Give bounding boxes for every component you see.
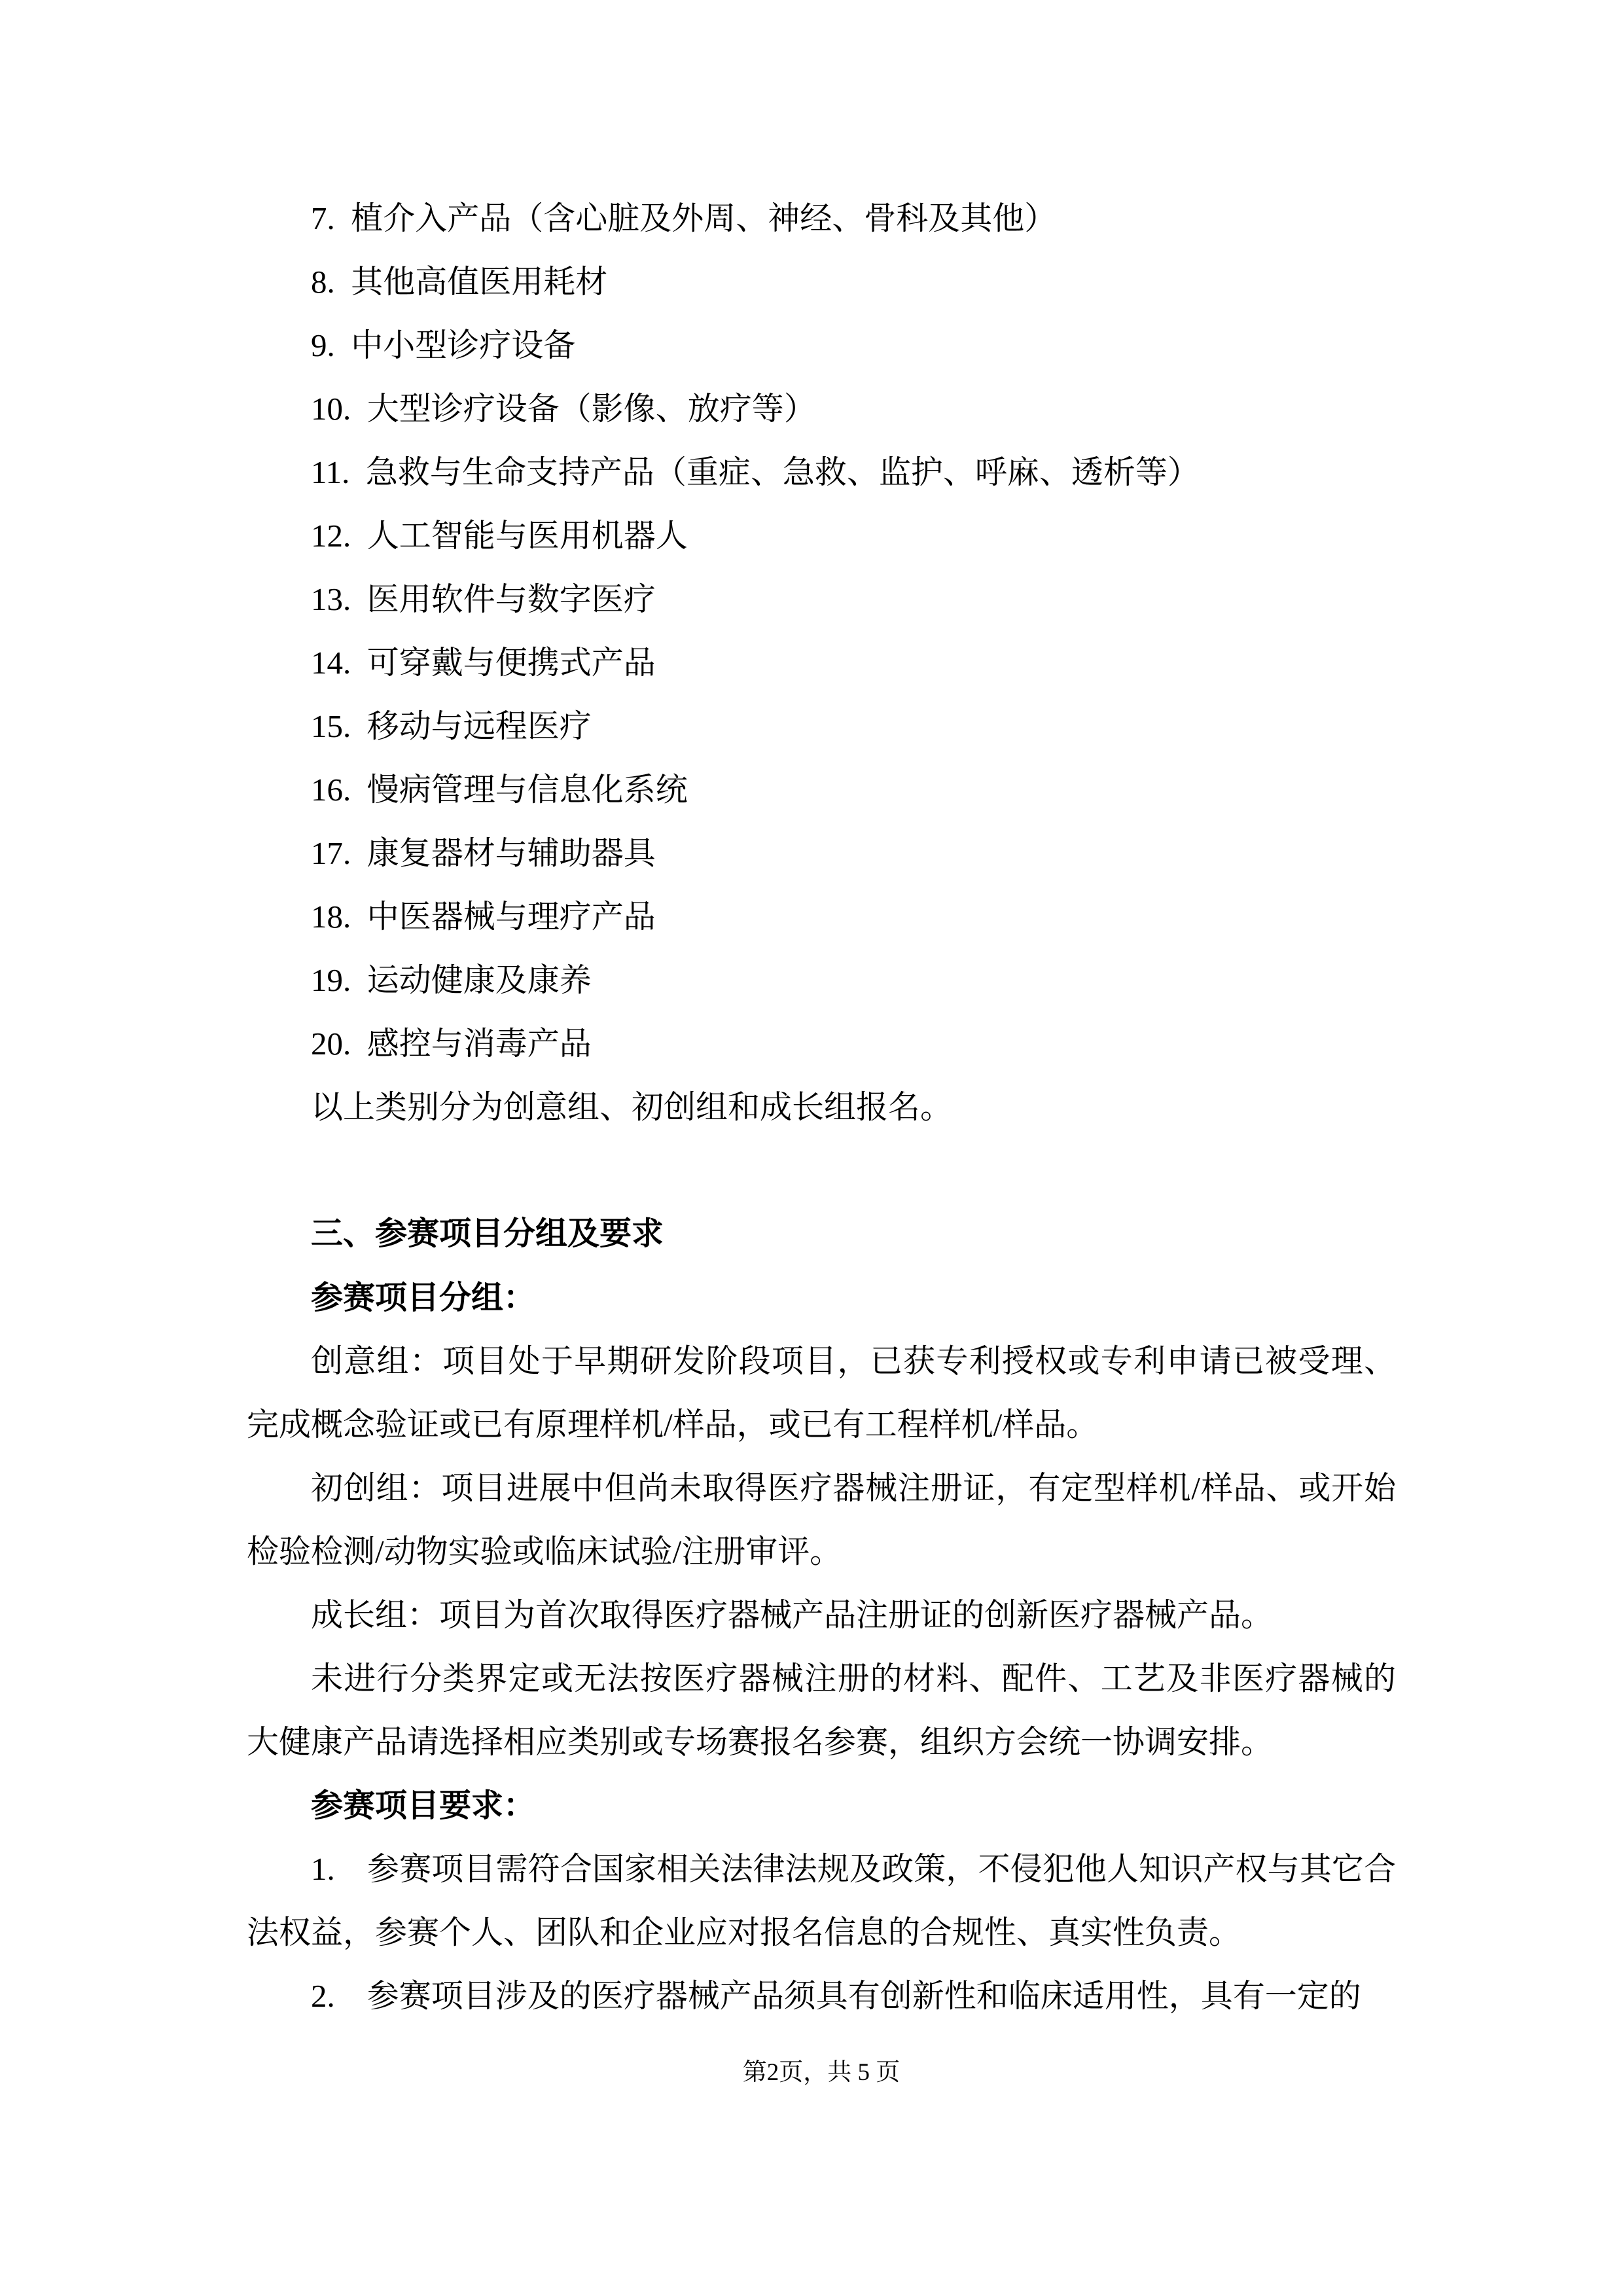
- group-paragraph: 初创组：项目进展中但尚未取得医疗器械注册证，有定型样机/样品、或开始检验检测/动物实验或临床试验/注册审评。: [247, 1470, 1396, 1570]
- requirement-paragraphs: [247, 1837, 1396, 2028]
- category-list-item: 11. 急救与生命支持产品（重症、急救、监护、呼麻、透析等）: [311, 454, 1200, 490]
- page-footer: 第2页，共 5 页: [742, 2059, 901, 2086]
- category-list-item: 20. 感控与消毒产品: [311, 1026, 592, 1062]
- group-paragraph: 成长组：项目为首次取得医疗器械产品注册证的创新医疗器械产品。: [311, 1597, 1274, 1633]
- requirement-paragraph: 2. 参赛项目涉及的医疗器械产品须具有创新性和临床适用性，具有一定的: [311, 1978, 1361, 2014]
- category-list-item: 15. 移动与远程医疗: [311, 708, 592, 744]
- category-list-item: 7. 植介入产品（含心脏及外周、神经、骨科及其他）: [311, 200, 1057, 236]
- category-list-item: 12. 人工智能与医用机器人: [311, 518, 688, 554]
- group-paragraph: 创意组：项目处于早期研发阶段项目，已获专利授权或专利申请已被受理、完成概念验证或已有原理样机/样品，或已有工程样机/样品。: [247, 1343, 1396, 1443]
- requirement-paragraph: 1. 参赛项目需符合国家相关法律法规及政策，不侵犯他人知识产权与其它合法权益，参赛个人、团队和企业应对报名信息的合规性、真实性负责。: [247, 1851, 1396, 1950]
- category-list-closing: 以上类别分为创意组、初创组和成长组报名。: [311, 1089, 953, 1125]
- group-paragraphs: [247, 1329, 1396, 1774]
- category-list-item: 10. 大型诊疗设备（影像、放疗等）: [311, 391, 816, 427]
- grouping-label: 参赛项目分组：: [311, 1280, 536, 1316]
- category-list-item: 19. 运动健康及康养: [311, 962, 592, 998]
- category-list-item: 18. 中医器械与理疗产品: [311, 899, 656, 935]
- section-heading: 三、参赛项目分组及要求: [311, 1216, 664, 1251]
- category-list-item: 14. 可穿戴与便携式产品: [311, 645, 656, 681]
- category-list-item: 17. 康复器材与辅助器具: [311, 835, 656, 871]
- category-list-item: 9. 中小型诊疗设备: [311, 327, 576, 363]
- page-content: [247, 187, 1396, 2028]
- blank-line: [247, 1139, 1396, 1202]
- group-paragraph: 未进行分类界定或无法按医疗器械注册的材料、配件、工艺及非医疗器械的大健康产品请选择相应类别或专场赛报名参赛，组织方会统一协调安排。: [247, 1660, 1396, 1760]
- category-list-item: 8. 其他高值医用耗材: [311, 264, 608, 300]
- requirements-label: 参赛项目要求：: [311, 1787, 536, 1823]
- category-list: [247, 187, 1396, 1075]
- category-list-item: 16. 慢病管理与信息化系统: [311, 772, 688, 808]
- category-list-item: 13. 医用软件与数字医疗: [311, 581, 656, 617]
